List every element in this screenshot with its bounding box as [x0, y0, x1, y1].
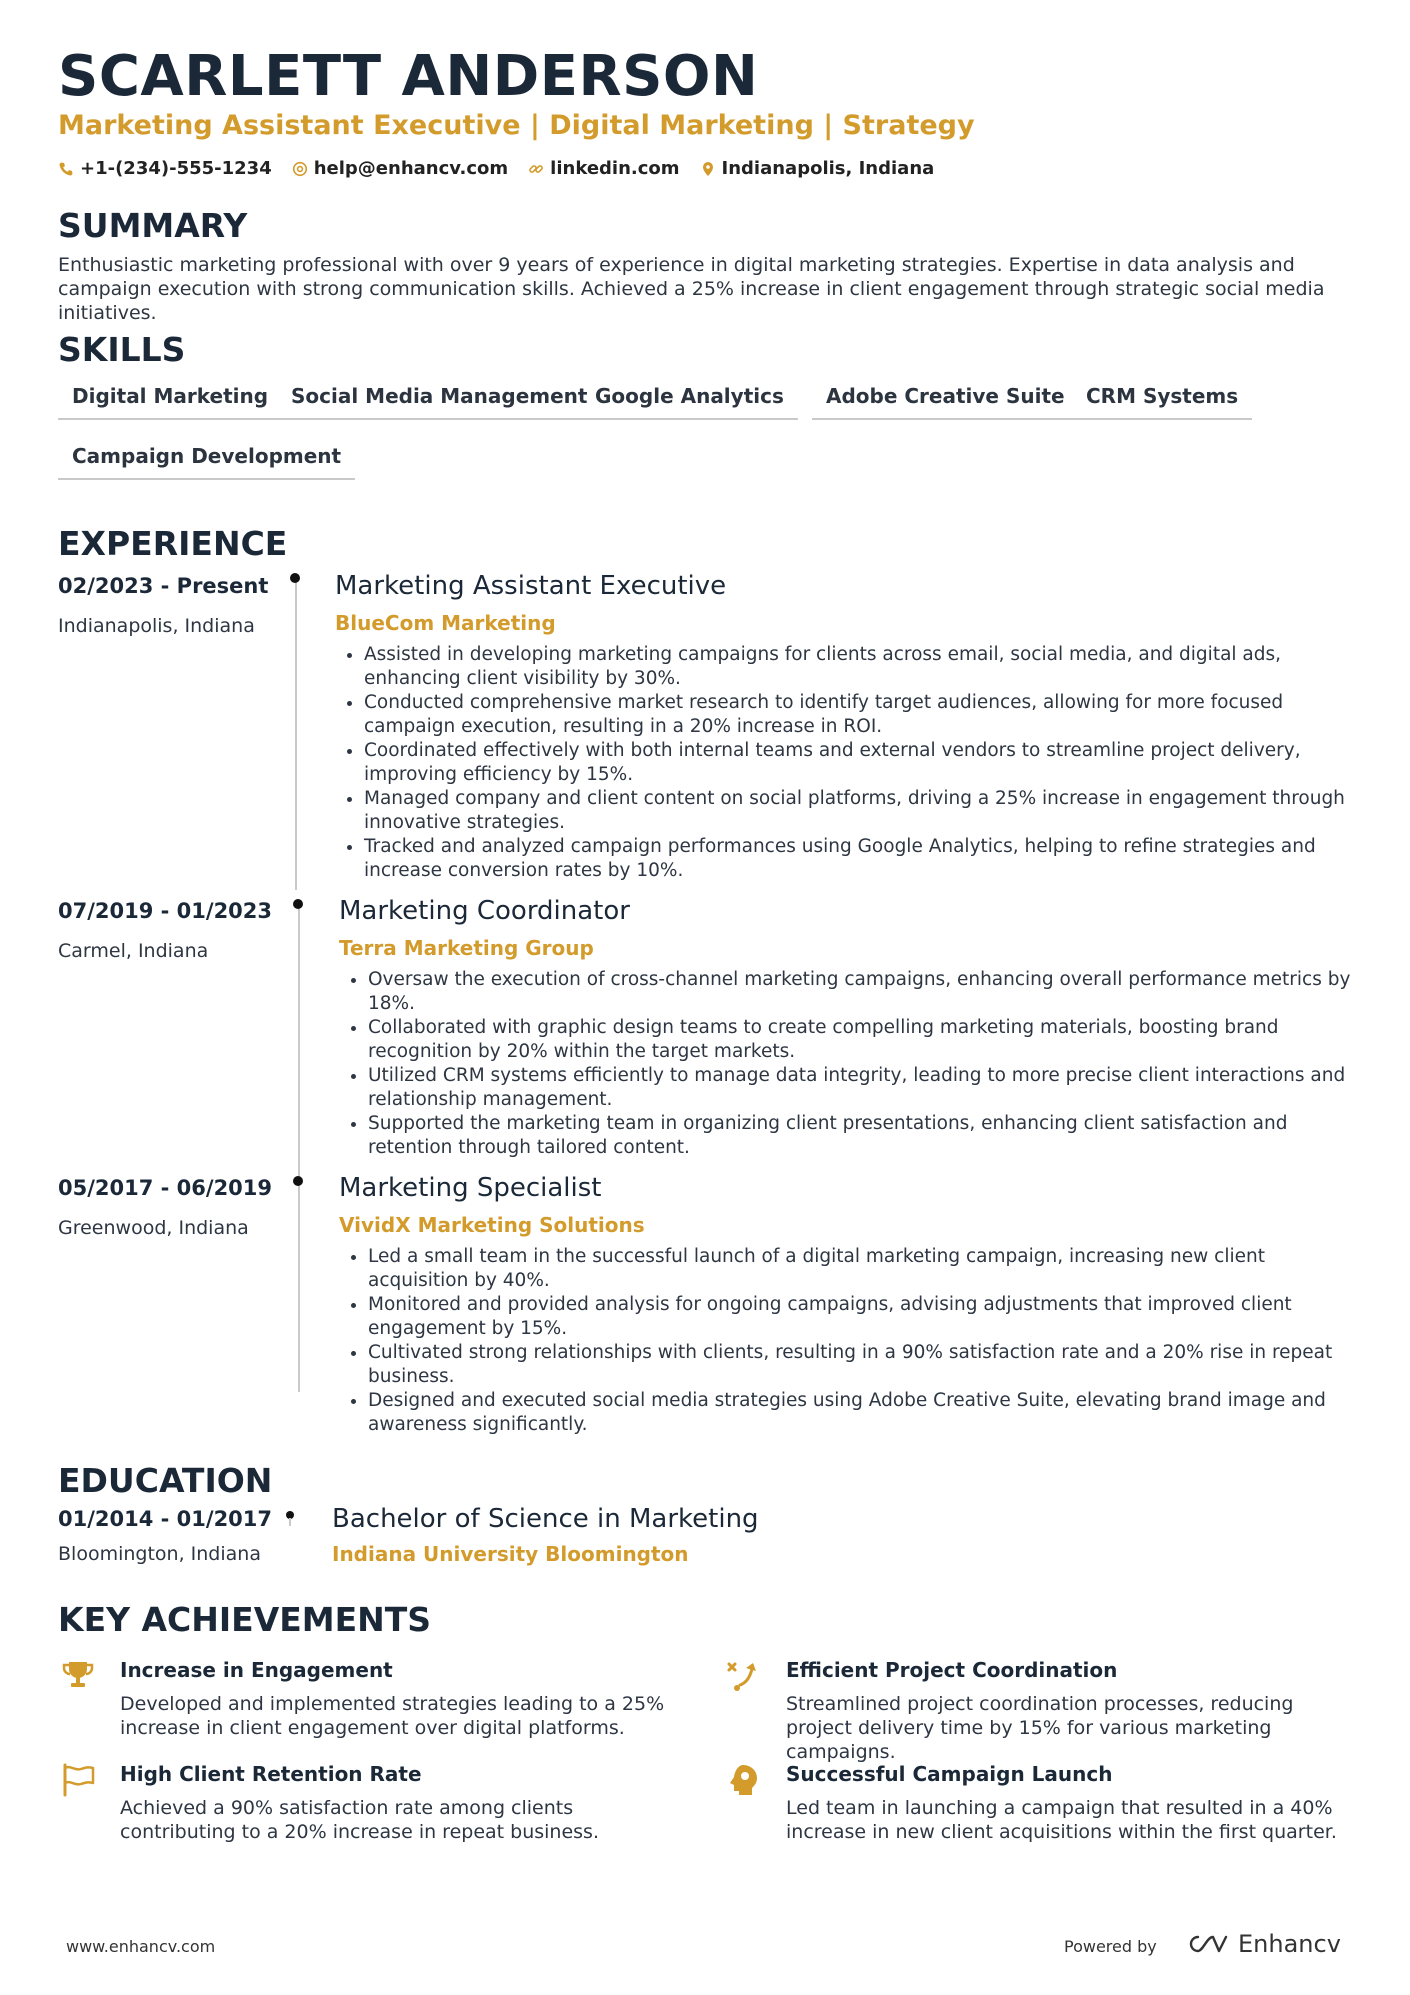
enhancv-logo[interactable]	[1186, 1930, 1341, 1958]
job-dates: 05/2017 - 06/2019	[58, 1176, 273, 1200]
list-item: • Assisted in developing marketing campaigns for clients across email, social media, and digital ads, enhancing client visibility by 30%.	[364, 643, 1364, 691]
footer-powered-by: Powered by	[1064, 1937, 1157, 1956]
achievement-text: Developed and implemented strategies leading to a 25% increase in client engagement over digital platforms.	[120, 1693, 665, 1739]
education-location: Bloomington, Indiana	[58, 1543, 261, 1565]
contact-linkedin[interactable]: linkedin.com	[528, 158, 679, 179]
job-dates: 02/2023 - Present	[58, 574, 269, 598]
skill-tag: Digital Marketing	[58, 380, 282, 420]
list-item: • Utilized CRM systems efficiently to manage data integrity, leading to more precise client interactions and relationship management.	[368, 1064, 1368, 1112]
achievements-heading: KEY ACHIEVEMENTS	[58, 1600, 432, 1639]
list-item: • Conducted comprehensive market research to identify target audiences, allowing for more focused campaign execution, resulting in a 20% increase in ROI.	[364, 691, 1364, 739]
timeline-dot	[293, 1176, 303, 1186]
list-item: • Collaborated with graphic design teams to create compelling marketing materials, boosting brand recognition by 20% within the target markets.	[368, 1016, 1368, 1064]
job-location: Carmel, Indiana	[58, 940, 209, 962]
timeline-line	[298, 1182, 300, 1392]
trophy-icon	[60, 1658, 96, 1694]
skill-tag: Adobe Creative Suite	[812, 380, 1079, 420]
company-name: BlueCom Marketing	[335, 611, 556, 635]
education-dates: 01/2014 - 01/2017	[58, 1507, 273, 1531]
timeline-line	[289, 1518, 291, 1526]
job-title: Marketing Coordinator	[339, 896, 630, 926]
job-title: Marketing Assistant Executive	[335, 571, 727, 601]
company-name: VividX Marketing Solutions	[339, 1213, 645, 1237]
skill-tag: Social Media Management	[277, 380, 601, 420]
job-dates: 07/2019 - 01/2023	[58, 899, 273, 923]
experience-heading: EXPERIENCE	[58, 524, 288, 563]
summary-text: Enthusiastic marketing professional with over 9 years of experience in digital marketing strategies. Expertise in data analysis and campaign execution with strong communication skills. Achieved a 25% increase in client engagement through strategic social media initiatives.	[58, 254, 1325, 324]
job-bullets	[344, 1245, 1368, 1437]
job-location: Greenwood, Indiana	[58, 1217, 249, 1239]
achievement-title: High Client Retention Rate	[120, 1762, 422, 1786]
job-title: Marketing Specialist	[339, 1173, 602, 1203]
enhancv-logo-text: Enhancv	[1238, 1930, 1341, 1958]
list-item: • Managed company and client content on social platforms, driving a 25% increase in engagement through innovative strategies.	[364, 787, 1364, 835]
achievement-text: Streamlined project coordination processes, reducing project delivery time by 15% for various marketing campaigns.	[786, 1693, 1294, 1763]
timeline-line	[295, 578, 297, 890]
achievement-title: Efficient Project Coordination	[786, 1658, 1118, 1682]
degree-title: Bachelor of Science in Marketing	[332, 1504, 759, 1534]
footer-website[interactable]: www.enhancv.com	[66, 1937, 216, 1956]
link-icon	[528, 161, 544, 177]
achievement-text: Led team in launching a campaign that resulted in a 40% increase in new client acquisitions within the first quarter.	[786, 1797, 1337, 1843]
timeline-dot	[290, 573, 300, 583]
enhancv-logo-icon	[1186, 1933, 1230, 1955]
contact-phone[interactable]: +1-(234)-555-1234	[58, 158, 272, 179]
candidate-name: SCARLETT ANDERSON	[58, 44, 759, 109]
headline: Marketing Assistant Executive | Digital Marketing | Strategy	[58, 110, 975, 141]
list-item: • Designed and executed social media strategies using Adobe Creative Suite, elevating brand image and awareness significantly.	[368, 1389, 1368, 1437]
list-item: • Monitored and provided analysis for ongoing campaigns, advising adjustments that improved client engagement by 15%.	[368, 1293, 1368, 1341]
head-idea-icon	[726, 1762, 762, 1798]
timeline-dot	[293, 899, 303, 909]
achievement-title: Successful Campaign Launch	[786, 1762, 1113, 1786]
strategy-arrow-icon	[726, 1658, 762, 1694]
contact-email[interactable]: help@enhancv.com	[292, 158, 508, 179]
skill-tag: CRM Systems	[1072, 380, 1252, 420]
list-item: • Supported the marketing team in organizing client presentations, enhancing client satisfaction and retention through tailored content.	[368, 1112, 1368, 1160]
summary-heading: SUMMARY	[58, 206, 248, 245]
school-name: Indiana University Bloomington	[332, 1542, 689, 1566]
achievement-text: Achieved a 90% satisfaction rate among clients contributing to a 20% increase in repeat business.	[120, 1797, 599, 1843]
education-heading: EDUCATION	[58, 1461, 273, 1500]
list-item: • Coordinated effectively with both internal teams and external vendors to streamline project delivery, improving efficiency by 15%.	[364, 739, 1364, 787]
contact-location: Indianapolis, Indiana	[700, 158, 935, 179]
company-name: Terra Marketing Group	[339, 936, 594, 960]
contact-bar	[58, 158, 934, 179]
flag-icon	[60, 1762, 96, 1798]
skills-heading: SKILLS	[58, 330, 186, 369]
achievement-title: Increase in Engagement	[120, 1658, 393, 1682]
timeline-line	[298, 905, 300, 1182]
location-pin-icon	[700, 161, 716, 177]
skill-tag: Google Analytics	[581, 380, 798, 420]
skill-tag: Campaign Development	[58, 440, 355, 480]
list-item: • Tracked and analyzed campaign performances using Google Analytics, helping to refine strategies and increase conversion rates by 10%.	[364, 835, 1364, 883]
job-location: Indianapolis, Indiana	[58, 615, 255, 637]
list-item: • Cultivated strong relationships with clients, resulting in a 90% satisfaction rate and a 20% rise in repeat business.	[368, 1341, 1368, 1389]
phone-icon	[58, 161, 74, 177]
job-bullets	[340, 643, 1364, 883]
job-bullets	[344, 968, 1368, 1160]
at-icon	[292, 161, 308, 177]
list-item: • Led a small team in the successful launch of a digital marketing campaign, increasing new client acquisition by 40%.	[368, 1245, 1368, 1293]
list-item: • Oversaw the execution of cross-channel marketing campaigns, enhancing overall performance metrics by 18%.	[368, 968, 1368, 1016]
